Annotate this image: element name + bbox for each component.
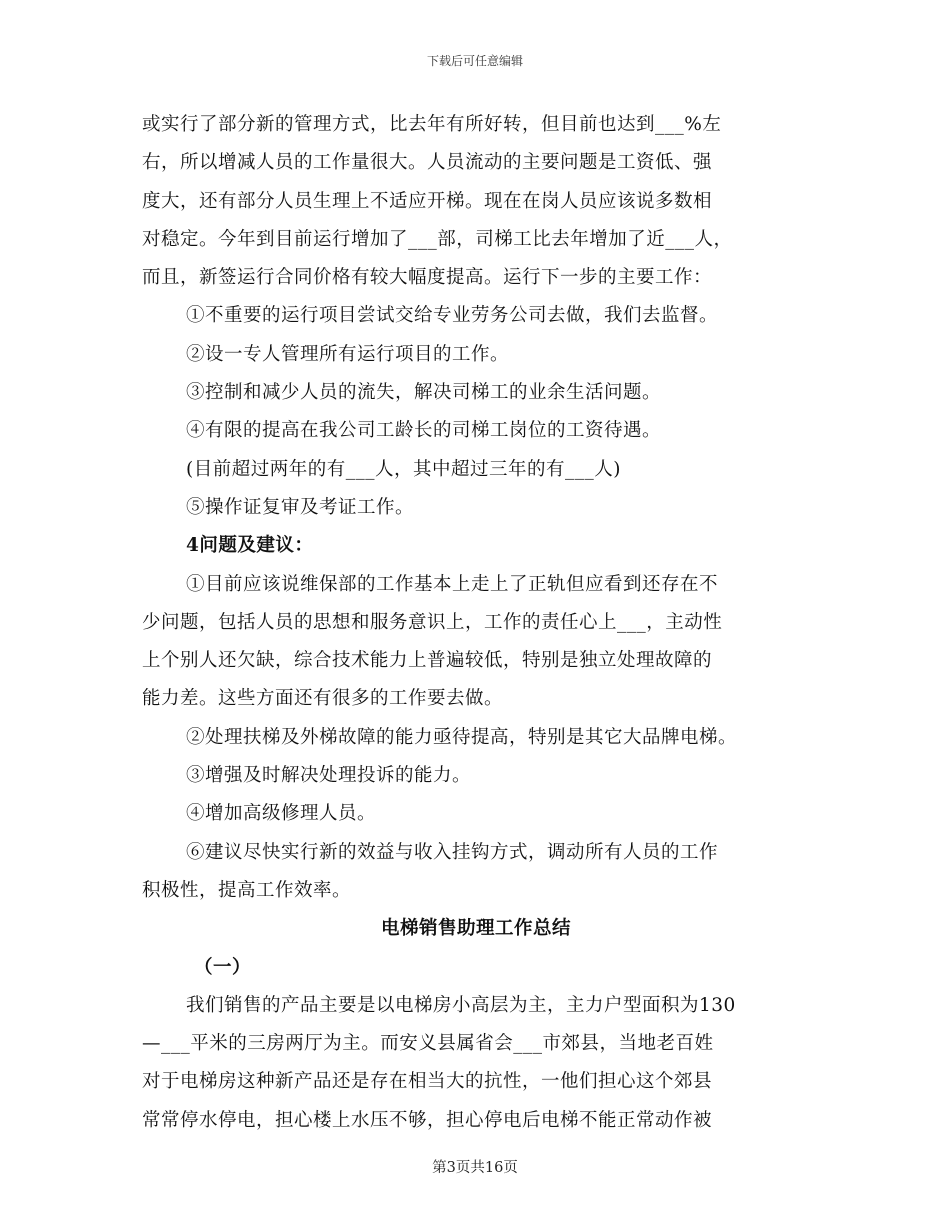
paragraph-line: 少问题，包括人员的思想和服务意识上，工作的责任心上___，主动性 (142, 611, 723, 633)
paragraph-line: 而且，新签运行合同价格有较大幅度提高。运行下一步的主要工作： (142, 267, 713, 289)
list-item: ④有限的提高在我公司工龄长的司梯工岗位的工资待遇。 (186, 420, 662, 442)
list-item: ②处理扶梯及外梯故障的能力亟待提高，特别是其它大品牌电梯。 (186, 726, 738, 748)
paragraph-line: 度大，还有部分人员生理上不适应开梯。现在在岗人员应该说多数相 (142, 190, 713, 212)
paragraph-line: —___平米的三房两厅为主。而安义县属省会___市郊县，当地老百姓 (142, 1033, 714, 1055)
paragraph-line: 常常停水停电，担心楼上水压不够，担心停电后电梯不能正常动作被 (142, 1109, 713, 1131)
subsection-heading: （一） (194, 956, 252, 978)
paragraph-line: 我们销售的产品主要是以电梯房小高层为主，主力户型面积为130 (186, 994, 736, 1016)
list-item: ⑤操作证复审及考证工作。 (186, 496, 415, 518)
list-note: (目前超过两年的有___人，其中超过三年的有___人) (186, 458, 621, 480)
list-item: ①目前应该说维保部的工作基本上走上了正轨但应看到还存在不 (186, 573, 719, 595)
list-item: ①不重要的运行项目尝试交给专业劳务公司去做，我们去监督。 (186, 305, 719, 327)
page-footer: 第3页共16页 (432, 1160, 518, 1176)
paragraph-line: 能力差。这些方面还有很多的工作要去做。 (142, 688, 504, 710)
list-item: ③控制和减少人员的流失，解决司梯工的业余生活问题。 (186, 382, 662, 404)
page-header: 下载后可任意编辑 (426, 54, 523, 68)
document-body (142, 106, 810, 1140)
list-item: ②设一专人管理所有运行项目的工作。 (186, 343, 510, 365)
list-item: ④增加高级修理人员。 (186, 803, 377, 825)
list-item: ⑥建议尽快实行新的效益与收入挂钩方式，调动所有人员的工作 (186, 841, 719, 863)
paragraph-line: 上个别人还欠缺，综合技术能力上普遍较低，特别是独立处理故障的 (142, 650, 713, 672)
paragraph-line: 或实行了部分新的管理方式，比去年有所好转，但目前也达到___%左 (142, 114, 722, 135)
document-title: 电梯销售助理工作总结 (380, 918, 571, 940)
paragraph-line: 积极性，提高工作效率。 (142, 879, 352, 901)
paragraph-line: 对稳定。今年到目前运行增加了___部，司梯工比去年增加了近___人， (142, 228, 733, 250)
paragraph-line: 对于电梯房这种新产品还是存在相当大的抗性，一他们担心这个郊县 (142, 1071, 713, 1093)
list-item: ③增强及时解决处理投诉的能力。 (186, 765, 472, 787)
paragraph-line: 右，所以增减人员的工作量很大。人员流动的主要问题是工资低、强 (142, 152, 713, 174)
section-heading: 4问题及建议： (186, 535, 314, 557)
